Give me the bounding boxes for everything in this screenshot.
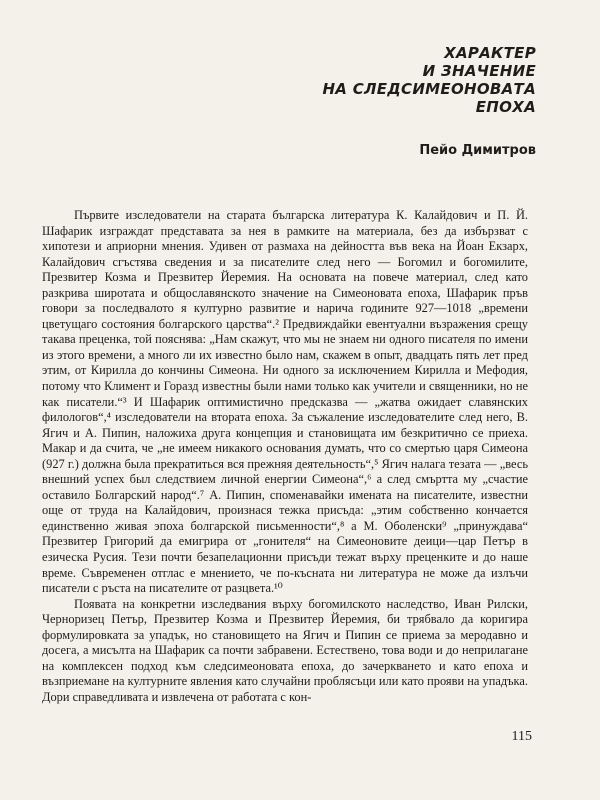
- article-body: [42, 208, 528, 706]
- title-line: НА СЛЕДСИМЕОНОВАТА: [322, 80, 536, 98]
- article-title: [216, 44, 536, 116]
- body-paragraph: Първите изследователи на старата българска литература К. Калайдович и П. Й. Шафарик изграждат представата за нея в рамките на материала, без да избързват с хипотези и априорни мнения. Удивен от размаха на дейността във века на Йоан Екзарх, Калайдович сгъстява сведения и за писателите след него — Богомил и богомилите, Презвитер Козма и Презвитер Йеремия. На основата на повече материал, след като разкрива широтата и общославянското значение на Симеоновата епоха, Шафарик пръв говори за последвалото я културно развитие и нарича годините 927—1018 „времени цветущаго состояния болгарского царства“.² Предвиждайки евентуални възражения срещу такава преценка, той пояснява: „Нам скажут, что мы не знаем ни одного писателя по имени из этого времени, а много ли их известно было нам, скажем в опыт, двадцать пять лет пред этим, от Кирилла до кончины Симеона. Ни одного за исключением Кирилла и Мефодия, потому что Климент и Горазд известны были нами только как учители и священники, но не как писатели.“³ И Шафарик оптимистично предсказва — „жатва ожидает славянских филологов“,⁴ изследователи на втората епоха. За съжаление изследователите след него, В. Ягич и А. Пипин, наложиха друга концепция и становищата им безкритично се приеха. Макар и да счита, че „не имеем никакого основания думать, что со смертью царя Симеона (927 г.) должна была прекратиться вся прежняя деятельность“,⁵ Ягич налага тезата — „весь внешний успех был следствием личной енергии Симеона“,⁶ а след смъртта му „счастие оставило Болгарский народ“.⁷ А. Пипин, споменавайки имената на писателите, известни още от труда на Калайдович, произнася тежка присъда: „этим собственно кончается единственно живая эпоха болгарской письменности“,⁸ а М. Оболенски⁹ „принуждава“ Презвитер Григорий да емигрира от „гонителя“ на Симеоновите деици—цар Петър в езическа Русия. Тези почти безапелационни присъди тежат върху преценките и до наше време. Съвременен отглас е мнението, че по-късната ни литература не може да излъчи писатели с ръста на писателите от разцвета.¹⁰: [42, 208, 528, 596]
- author-name: Пейо Димитров: [419, 143, 536, 158]
- page-number: 115: [511, 729, 532, 744]
- title-line: ХАРАКТЕР: [444, 44, 536, 62]
- title-line: И ЗНАЧЕНИЕ: [422, 62, 536, 80]
- title-line: ЕПОХА: [475, 98, 536, 116]
- body-paragraph: Появата на конкретни изследвания върху богомилското наследство, Иван Рилски, Черноризец Петър, Презвитер Козма и Презвитер Йеремия, би трябвало да коригира формулировката за упадък, но становището на Ягич и Пипин се приема за меродавно и досега, а мисълта на Шафарик са почти забравени. Естествено, това води и до неприлагане на комплексен подход към следсимеоновата епоха, до зачеркването и като епоха и възприемане на културните явления като случайни проблясъци или като прояви на упадъка. Дори справедливата и извлечена от работата с кон-: [42, 596, 528, 704]
